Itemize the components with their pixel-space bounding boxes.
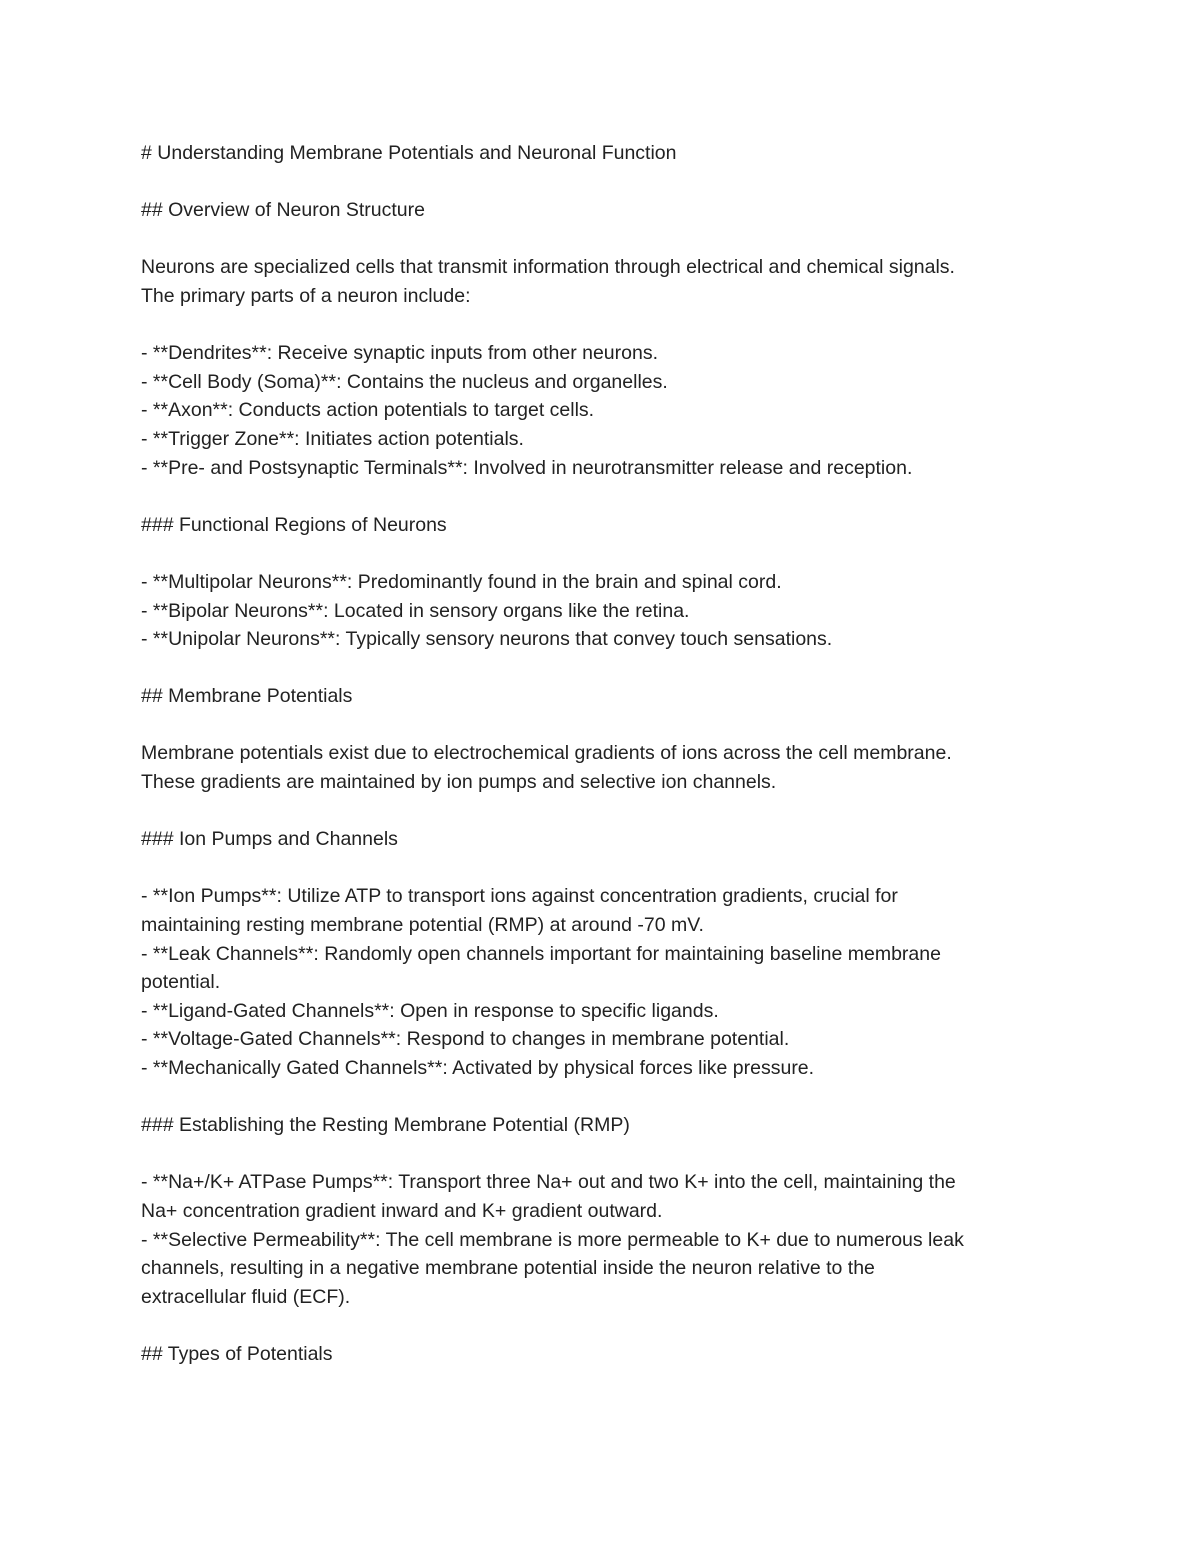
blank-line	[141, 539, 1071, 568]
section-heading-ion-pumps: ### Ion Pumps and Channels	[141, 828, 398, 851]
list-item-line: - **Selective Permeability**: The cell membrane is more permeable to K+ due to numerous leak	[141, 1228, 964, 1251]
blank-line	[141, 225, 1071, 254]
section-heading-overview: ## Overview of Neuron Structure	[141, 199, 425, 222]
document-body	[141, 139, 1071, 1369]
section-heading-resting-potential: ### Establishing the Resting Membrane Potential (RMP)	[141, 1114, 630, 1137]
blank-line	[141, 854, 1071, 883]
section-heading-membrane-potentials: ## Membrane Potentials	[141, 685, 353, 708]
list-item: - **Trigger Zone**: Initiates action potentials.	[141, 427, 524, 450]
blank-line	[141, 168, 1071, 197]
document-title: # Understanding Membrane Potentials and Neuronal Function	[141, 142, 677, 164]
blank-line	[141, 1083, 1071, 1112]
paragraph-line: Neurons are specialized cells that transmit information through electrical and chemical signals.	[141, 256, 955, 279]
list-item-line: - **Leak Channels**: Randomly open channels important for maintaining baseline membrane	[141, 942, 941, 965]
paragraph-line: These gradients are maintained by ion pumps and selective ion channels.	[141, 771, 777, 794]
list-item: - **Unipolar Neurons**: Typically sensory neurons that convey touch sensations.	[141, 628, 833, 651]
list-item-line: potential.	[141, 971, 221, 994]
list-item-line: Na+ concentration gradient inward and K+ gradient outward.	[141, 1199, 663, 1222]
list-item: - **Multipolar Neurons**: Predominantly found in the brain and spinal cord.	[141, 570, 782, 593]
list-item-line: - **Ion Pumps**: Utilize ATP to transport ions against concentration gradients, crucial for	[141, 885, 898, 908]
list-item-line: channels, resulting in a negative membrane potential inside the neuron relative to the	[141, 1257, 875, 1280]
list-item: - **Dendrites**: Receive synaptic inputs from other neurons.	[141, 342, 658, 365]
list-item: - **Cell Body (Soma)**: Contains the nucleus and organelles.	[141, 370, 668, 393]
list-item-line: maintaining resting membrane potential (RMP) at around -70 mV.	[141, 914, 704, 937]
list-item: - **Axon**: Conducts action potentials to target cells.	[141, 399, 595, 422]
list-item-line: - **Voltage-Gated Channels**: Respond to changes in membrane potential.	[141, 1028, 790, 1051]
list-item-line: - **Na+/K+ ATPase Pumps**: Transport three Na+ out and two K+ into the cell, maintaining the	[141, 1171, 956, 1194]
blank-line	[141, 311, 1071, 340]
paragraph-line: The primary parts of a neuron include:	[141, 284, 471, 307]
list-item-line: - **Mechanically Gated Channels**: Activated by physical forces like pressure.	[141, 1057, 815, 1079]
blank-line	[141, 797, 1071, 826]
section-heading-types-of-potentials: ## Types of Potentials	[141, 1342, 333, 1365]
section-heading-functional-regions: ### Functional Regions of Neurons	[141, 513, 447, 536]
blank-line	[141, 1311, 1071, 1340]
list-item: - **Pre- and Postsynaptic Terminals**: Involved in neurotransmitter release and reception.	[141, 456, 913, 479]
blank-line	[141, 482, 1071, 511]
blank-line	[141, 1140, 1071, 1169]
paragraph-line: Membrane potentials exist due to electrochemical gradients of ions across the cell membrane.	[141, 742, 952, 765]
list-item-line: - **Ligand-Gated Channels**: Open in response to specific ligands.	[141, 999, 719, 1022]
list-item: - **Bipolar Neurons**: Located in sensory organs like the retina.	[141, 599, 690, 622]
blank-line	[141, 711, 1071, 740]
blank-line	[141, 654, 1071, 683]
list-item-line: extracellular fluid (ECF).	[141, 1285, 351, 1308]
